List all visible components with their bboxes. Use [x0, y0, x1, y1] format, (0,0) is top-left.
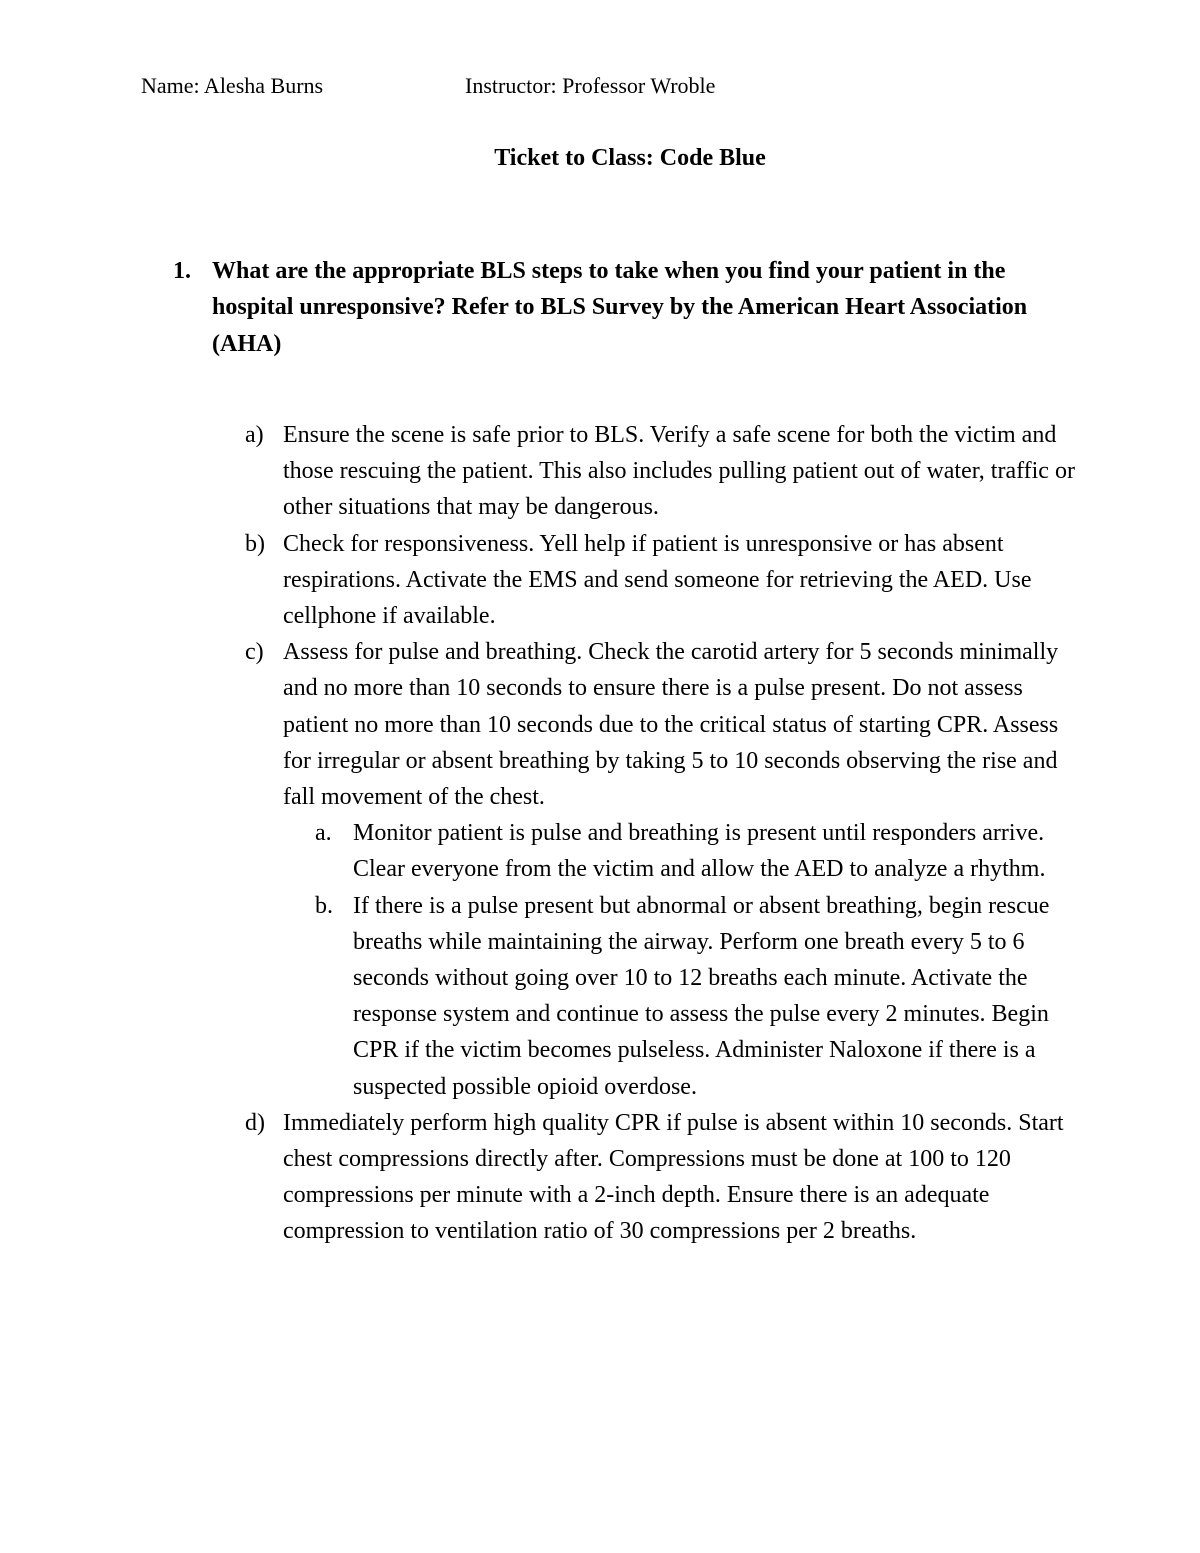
answer-marker: b) [245, 530, 265, 557]
question-1 [173, 253, 1073, 362]
answer-text: Ensure the scene is safe prior to BLS. Verify a safe scene for both the victim and those rescuing the patient. This also includes pulling patient out of water, traffic or other situations that may be dangerous. [283, 422, 1075, 521]
sub-answer-marker: a. [315, 820, 332, 847]
question-number: 1. [173, 258, 191, 284]
sub-answer-item-b [315, 888, 1075, 1105]
answer-text: Assess for pulse and breathing. Check the carotid artery for 5 seconds minimally and no more than 10 seconds to ensure there is a pulse present. Do not assess patient no more than 10 seconds due to the critical status of starting CPR. Assess for irregular or absent breathing by taking 5 to 10 seconds observing the rise and fall movement of the chest. [283, 639, 1059, 811]
answer-list [245, 417, 1075, 1250]
sub-answer-item-a [315, 815, 1075, 887]
sub-answer-text: Monitor patient is pulse and breathing is present until responders arrive. Clear everyone from the victim and allow the AED to analyze a rhythm. [353, 820, 1046, 883]
question-text: What are the appropriate BLS steps to take when you find your patient in the hospital unresponsive? Refer to BLS Survey by the American Heart Association (AHA) [212, 258, 1028, 357]
answer-marker: a) [245, 422, 264, 448]
student-name: Name: Alesha Burns [141, 73, 324, 98]
sub-answer-list [315, 815, 1075, 1105]
answer-text: Immediately perform high quality CPR if pulse is absent within 10 seconds. Start chest compressions directly after. Compressions must be done at 100 to 120 compressions per minute with a 2-inch depth. Ensure there is an adequate compression to ventilation ratio of 30 compressions per 2 breaths. [283, 1109, 1064, 1245]
document-title: Ticket to Class: Code Blue [494, 145, 766, 171]
instructor-name: Instructor: Professor Wroble [465, 73, 716, 98]
answer-item-d [245, 1105, 1075, 1250]
answer-marker: d) [245, 1109, 265, 1136]
answer-text: Check for responsiveness. Yell help if patient is unresponsive or has absent respirations. Activate the EMS and send someone for retrieving the AED. Use cellphone if available. [283, 530, 1032, 630]
answer-item-b [245, 526, 1075, 635]
answer-item-c [245, 634, 1075, 1105]
answer-marker: c) [245, 639, 264, 666]
sub-answer-text: If there is a pulse present but abnormal or absent breathing, begin rescue breaths while maintaining the airway. Perform one breath every 5 to 6 seconds without going over 10 to 12 breaths each minute. Activate the response system and continue to assess the pulse every 2 minutes. Begin CPR if the victim becomes pulseless. Administer Naloxone if there is a suspected possible opioid overdose. [353, 892, 1050, 1100]
sub-answer-marker: b. [315, 892, 333, 919]
answer-item-a [245, 417, 1075, 526]
